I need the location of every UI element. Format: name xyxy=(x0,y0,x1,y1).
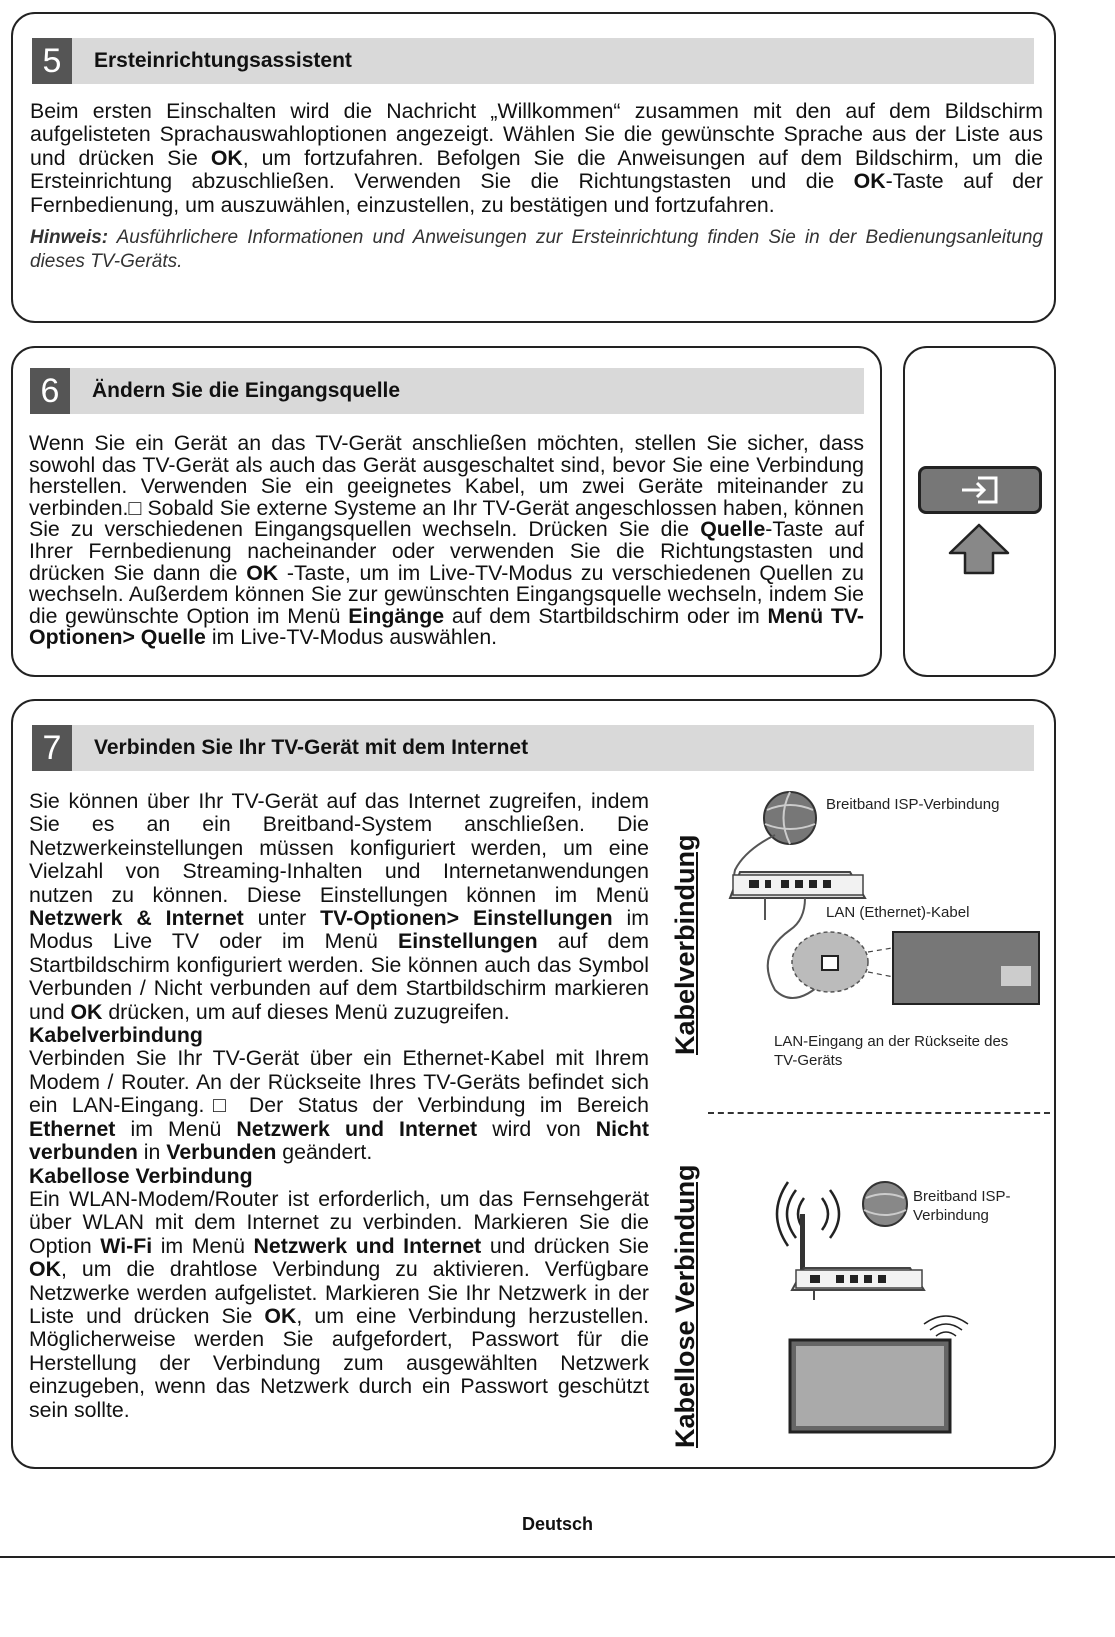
caption-isp-wireless: Breitband ISP-Verbindung xyxy=(913,1188,1011,1224)
section-6-number: 6 xyxy=(30,368,70,414)
router-icon xyxy=(730,872,865,898)
section-5-note: Hinweis: Ausführlichere Informationen und Anweisungen zur Ersteinrichtung finden Sie in der Bedienungsanleitung dieses TV-Geräts. xyxy=(30,227,1043,272)
input-source-icon xyxy=(958,475,1002,505)
caption-lan-input: LAN-Eingang an der Rückseite des TV-Geräts xyxy=(774,1033,1009,1069)
arrow-up-icon xyxy=(947,522,1011,576)
diagram-divider xyxy=(708,1112,1050,1114)
section-6-title: Ändern Sie die Eingangsquelle xyxy=(92,379,401,402)
section-7-number: 7 xyxy=(32,725,72,771)
wifi-signal-icon xyxy=(777,1182,839,1246)
wireless-vertical-label: Kabellose Verbindung xyxy=(670,1164,700,1448)
footer-rule xyxy=(0,1556,1115,1558)
tv-icon-2 xyxy=(790,1340,950,1432)
caption-lan-cable: LAN (Ethernet)-Kabel xyxy=(826,904,970,921)
lan-port-callout xyxy=(792,932,868,992)
section-7-text: Sie können über Ihr TV-Gerät auf das Internet zugreifen, indem Sie es an ein Breitband-System anschließen. Die Netzwerkeinstellungen müssen konfiguriert werden, um eine Vielzahl von Streaming-Inhalten und Internetanwendungen nutzen zu können. Diese Einstellungen können im Menü Netzwerk & Internet unter TV-Optionen> Einstellungen im Modus Live TV oder im Menü Einstellungen auf dem Startbildschirm konfiguriert werden. Sie können auch das Symbol Verbunden / Nicht verbunden auf dem Startbildschirm markieren und OK drücken, um auf dieses Menü zuzugreifen. Kabelverbindung Verbinden Sie Ihr TV-Gerät über ein Ethernet-Kabel mit Ihrem Modem / Router. An der Rückseite Ihres TV-Geräts befindet sich ein LAN-Eingang.□ Der Status der Verbindung im Bereich Ethernet im Menü Netzwerk und Internet wird von Nicht verbunden in Verbunden geändert. Kabellose Verbindung Ein WLAN-Modem/Router ist erforderlich, um das Fernsehgerät über WLAN mit dem Internet zu verbinden. Markieren Sie die Option Wi-Fi im Menü Netzwerk und Internet und drücken Sie OK, um die drahtlose Verbindung zu aktivieren. Verfügbare Netzwerke werden aufgelistet. Markieren Sie Ihr Netzwerk in der Liste und drücken Sie OK, um eine Verbindung herzustellen. Möglicherweise werden Sie aufgefordert, Passwort für die Herstellung der Verbindung zum ausgewählten Netzwerk einzugeben, wenn das Netzwerk durch ein Passwort geschützt sein sollte. xyxy=(29,789,650,1422)
section-6-text: Wenn Sie ein Gerät an das TV-Gerät anschließen möchten, stellen Sie sicher, dass sowohl das TV-Gerät als auch das Gerät ausgeschaltet sind, bevor Sie eine Verbindung herstellen. Verwenden Sie ein geeignetes Kabel, um zwei Geräte miteinander zu verbinden.□ Sobald Sie externe Systeme an Ihr TV-Gerät angeschlossen haben, können Sie zu verschiedenen Eingangsquellen wechseln. Drücken Sie die Quelle-Taste auf Ihrer Fernbedienung nacheinander oder verwenden Sie die Richtungstasten und drücken Sie dann die OK -Taste, um im Live-TV-Modus zu verschiedenen Quellen zu wechseln. Außerdem können Sie zur gewünschten Eingangsquelle wechseln, indem Sie die gewünschte Option im Menü Eingänge auf dem Startbildschirm oder im Menü TV-Optionen> Quelle im Live-TV-Modus auswählen. xyxy=(29,431,864,650)
caption-isp: Breitband ISP-Verbindung xyxy=(826,796,1000,813)
wired-vertical-label: Kabelverbindung xyxy=(670,834,700,1055)
tv-icon xyxy=(893,932,1039,1004)
footer-language: Deutsch xyxy=(521,1514,593,1534)
globe-icon-2 xyxy=(863,1182,907,1226)
section-7-title: Verbinden Sie Ihr TV-Gerät mit dem Internet xyxy=(94,736,529,759)
section-7-header xyxy=(32,725,1034,771)
section-5-number: 5 xyxy=(32,38,72,84)
section-6-header xyxy=(30,368,864,414)
wireless-heading: Kabellose Verbindung xyxy=(29,1163,253,1188)
section-5-header xyxy=(32,38,1034,84)
source-button[interactable] xyxy=(918,466,1042,514)
section-5-title: Ersteinrichtungsassistent xyxy=(94,49,352,72)
section-5-text: Beim ersten Einschalten wird die Nachricht „Willkommen“ zusammen mit den auf dem Bildschirm aufgelisteten Sprachauswahloptionen angezeigt. Wählen Sie die gewünschte Sprache aus der Liste aus und drücken Sie OK, um fortzufahren. Befolgen Sie die Anweisungen auf dem Bildschirm, um die Ersteinrichtung abzuschließen. Verwenden Sie die Richtungstasten und die OK-Taste auf der Fernbedienung, um auszuwählen, einzustellen, zu bestätigen und fortzufahren. xyxy=(30,99,1043,217)
wireless-router-icon xyxy=(792,1268,924,1290)
wired-heading: Kabelverbindung xyxy=(29,1023,203,1048)
